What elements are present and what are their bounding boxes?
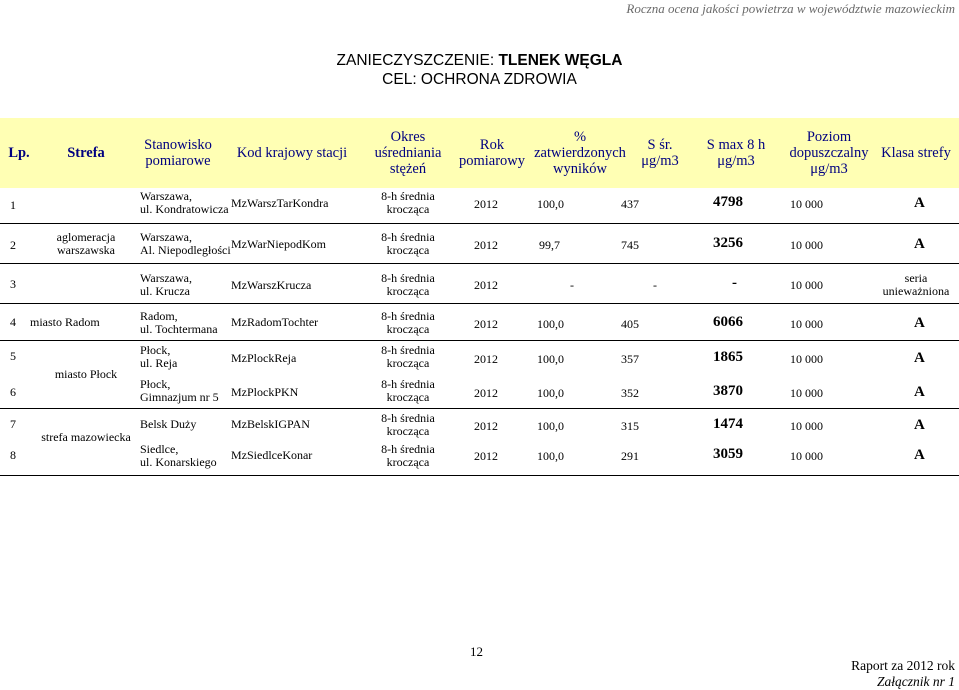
col-header-lp: Lp. (8, 145, 30, 161)
row3-okres-line2: krocząca (386, 284, 430, 298)
row-divider (0, 263, 959, 264)
row5-s-sr: 357 (621, 352, 639, 366)
row8-klasa: A (914, 447, 925, 463)
row7-stanowisko: Belsk Duży (140, 417, 197, 431)
row1-kod: MzWarszTarKondra (231, 196, 329, 210)
row-divider (0, 223, 959, 224)
strefa-aglomeracja-line2: warszawska (57, 243, 115, 257)
document-header: Roczna ocena jakości powietrza w województwie mazowieckim (626, 1, 955, 16)
row3-klasa (876, 272, 956, 298)
row5-stanowisko-line2: ul. Reja (140, 356, 178, 370)
row5-lp: 5 (10, 349, 16, 363)
row2-okres-line1: 8-h średnia (381, 230, 435, 244)
row3-klasa-line2: unieważniona (882, 284, 950, 298)
row4-strefa: miasto Radom (30, 315, 100, 329)
row1-stanowisko (140, 190, 229, 216)
row7-okres (366, 412, 450, 438)
row7-s-sr: 315 (621, 419, 639, 433)
row1-s-sr: 437 (621, 197, 639, 211)
row7-okres-line2: krocząca (386, 424, 430, 438)
title-pollutant-name: TLENEK WĘGLA (498, 52, 623, 69)
row2-rok: 2012 (474, 238, 498, 252)
strefa-aglomeracja (38, 231, 134, 257)
row8-rok: 2012 (474, 449, 498, 463)
row5-stanowisko (140, 344, 177, 370)
col-header-poziom: Poziom dopuszczalny μg/m3 (789, 129, 869, 177)
row6-s-sr: 352 (621, 386, 639, 400)
col-header-okres: Okres uśredniania stężeń (374, 129, 442, 177)
row2-klasa: A (914, 236, 925, 252)
row2-okres-line2: krocząca (386, 243, 430, 257)
row3-stanowisko-line2: ul. Krucza (140, 284, 190, 298)
row1-okres-line2: krocząca (386, 202, 430, 216)
row3-s-max: - (732, 275, 737, 291)
row-divider (0, 303, 959, 304)
row1-s-max: 4798 (713, 194, 743, 210)
row4-stanowisko (140, 310, 218, 336)
row-divider (0, 340, 959, 341)
title-pollutant (0, 52, 959, 70)
row1-okres (366, 190, 450, 216)
row3-poziom: 10 000 (790, 278, 823, 292)
row4-s-max: 6066 (713, 314, 743, 330)
row4-okres-line1: 8-h średnia (381, 309, 435, 323)
row1-poziom: 10 000 (790, 197, 823, 211)
row6-okres-line1: 8-h średnia (381, 377, 435, 391)
row-divider (0, 475, 959, 476)
row7-poziom: 10 000 (790, 419, 823, 433)
row4-stanowisko-line2: ul. Tochtermana (140, 322, 218, 336)
row2-stanowisko (140, 231, 231, 257)
strefa-aglomeracja-line1: aglomeracja (56, 230, 116, 244)
row6-stanowisko (140, 378, 219, 404)
row8-okres-line1: 8-h średnia (381, 442, 435, 456)
row6-stanowisko-line2: Gimnazjum nr 5 (140, 390, 219, 404)
row6-kod: MzPlockPKN (231, 385, 299, 399)
row7-s-max: 1474 (713, 416, 743, 432)
row4-okres-line2: krocząca (386, 322, 430, 336)
row2-s-sr: 745 (621, 238, 639, 252)
col-header-stanowisko: Stanowisko pomiarowe (144, 137, 212, 169)
row4-kod: MzRadomTochter (231, 315, 319, 329)
row2-okres (366, 231, 450, 257)
footer-report: Raport za 2012 rok (851, 658, 955, 673)
row5-klasa: A (914, 350, 925, 366)
row3-stanowisko (140, 272, 192, 298)
row8-zatwierdzonych: 100,0 (537, 449, 564, 463)
row4-okres (366, 310, 450, 336)
row5-okres-line2: krocząca (386, 356, 430, 370)
row7-rok: 2012 (474, 419, 498, 433)
footer-annex: Załącznik nr 1 (876, 674, 955, 689)
row5-s-max: 1865 (713, 349, 743, 365)
title-goal: CEL: OCHRONA ZDROWIA (382, 71, 577, 88)
row8-stanowisko-line1: Siedlce, (140, 442, 179, 456)
strefa-miasto-plock: miasto Płock (54, 367, 118, 381)
row2-lp: 2 (10, 238, 16, 252)
page-number: 12 (470, 644, 483, 659)
row5-okres-line1: 8-h średnia (381, 343, 435, 357)
row8-poziom: 10 000 (790, 449, 823, 463)
row8-s-sr: 291 (621, 449, 639, 463)
row8-kod: MzSiedlceKonar (231, 448, 313, 462)
row1-klasa: A (914, 195, 925, 211)
row5-poziom: 10 000 (790, 352, 823, 366)
row6-zatwierdzonych: 100,0 (537, 386, 564, 400)
col-header-rok: Rok pomiarowy (458, 137, 526, 169)
row6-stanowisko-line1: Płock, (140, 377, 171, 391)
row6-okres (366, 378, 450, 404)
row1-stanowisko-line2: ul. Kondratowicza (140, 202, 229, 216)
row3-kod: MzWarszKrucza (231, 278, 312, 292)
row1-stanowisko-line1: Warszawa, (140, 189, 193, 203)
row7-okres-line1: 8-h średnia (381, 411, 435, 425)
row8-stanowisko (140, 443, 217, 469)
row5-okres (366, 344, 450, 370)
row5-zatwierdzonych: 100,0 (537, 352, 564, 366)
row2-kod: MzWarNiepodKom (231, 237, 327, 251)
row4-s-sr: 405 (621, 317, 639, 331)
row6-okres-line2: krocząca (386, 390, 430, 404)
row5-rok: 2012 (474, 352, 498, 366)
col-header-strefa: Strefa (67, 145, 105, 161)
row3-s-sr: - (653, 278, 657, 292)
row3-lp: 3 (10, 277, 16, 291)
row4-lp: 4 (10, 315, 16, 329)
row1-zatwierdzonych: 100,0 (537, 197, 564, 211)
row6-poziom: 10 000 (790, 386, 823, 400)
row2-stanowisko-line1: Warszawa, (140, 230, 193, 244)
row2-stanowisko-line2: Al. Niepodległości (140, 243, 231, 257)
row5-kod: MzPlockReja (231, 351, 297, 365)
row3-zatwierdzonych: - (570, 278, 574, 292)
col-header-s-max: S max 8 h μg/m3 (706, 137, 766, 169)
row4-rok: 2012 (474, 317, 498, 331)
row8-okres (366, 443, 450, 469)
row7-kod: MzBelskIGPAN (231, 417, 310, 431)
row1-lp: 1 (10, 198, 16, 212)
row6-rok: 2012 (474, 386, 498, 400)
col-header-zatwierdzonych: % zatwierdzonych wyników (534, 129, 626, 177)
row3-okres-line1: 8-h średnia (381, 271, 435, 285)
title-prefix: ZANIECZYSZCZENIE: (336, 52, 499, 69)
row2-s-max: 3256 (713, 235, 743, 251)
row6-s-max: 3870 (713, 383, 743, 399)
row4-klasa: A (914, 315, 925, 331)
row3-klasa-line1: seria (904, 271, 928, 285)
row7-klasa: A (914, 417, 925, 433)
row8-lp: 8 (10, 448, 16, 462)
row2-zatwierdzonych: 99,7 (539, 238, 560, 252)
row6-lp: 6 (10, 385, 16, 399)
row8-okres-line2: krocząca (386, 455, 430, 469)
row7-zatwierdzonych: 100,0 (537, 419, 564, 433)
row1-rok: 2012 (474, 197, 498, 211)
row3-rok: 2012 (474, 278, 498, 292)
row7-lp: 7 (10, 417, 16, 431)
row3-stanowisko-line1: Warszawa, (140, 271, 193, 285)
row3-okres (366, 272, 450, 298)
strefa-mazowiecka: strefa mazowiecka (41, 430, 131, 444)
row4-stanowisko-line1: Radom, (140, 309, 178, 323)
row4-zatwierdzonych: 100,0 (537, 317, 564, 331)
row8-stanowisko-line2: ul. Konarskiego (140, 455, 217, 469)
row8-s-max: 3059 (713, 446, 743, 462)
row1-okres-line1: 8-h średnia (381, 189, 435, 203)
row6-klasa: A (914, 384, 925, 400)
row2-poziom: 10 000 (790, 238, 823, 252)
col-header-s-sr: S śr. μg/m3 (641, 137, 679, 169)
col-header-kod: Kod krajowy stacji (236, 145, 348, 161)
row5-stanowisko-line1: Płock, (140, 343, 171, 357)
row4-poziom: 10 000 (790, 317, 823, 331)
col-header-klasa: Klasa strefy (881, 145, 951, 161)
row-divider (0, 408, 959, 409)
